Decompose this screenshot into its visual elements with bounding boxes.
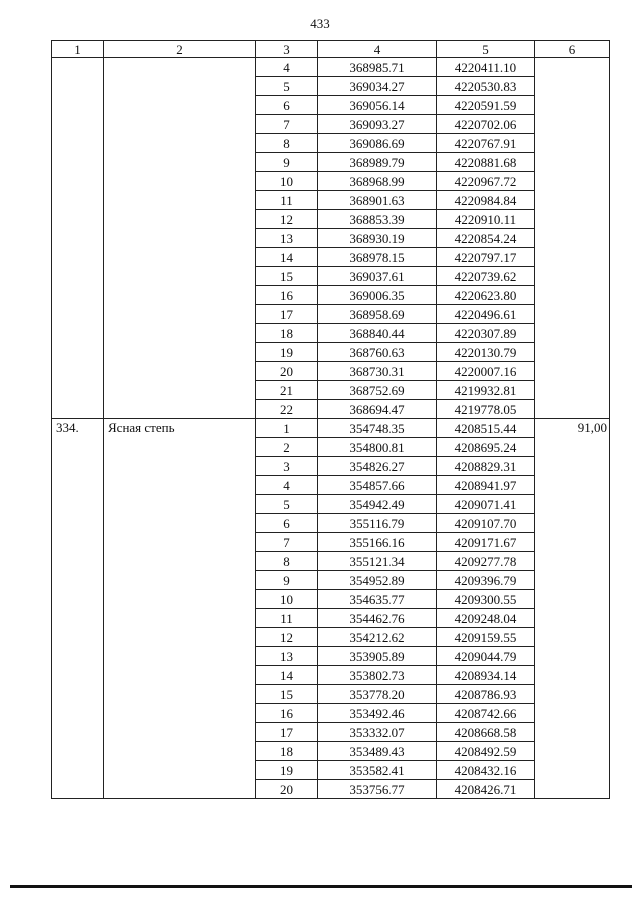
point-number-cell: 13 bbox=[256, 647, 318, 666]
point-number-cell: 17 bbox=[256, 305, 318, 324]
site-number-cell bbox=[52, 58, 104, 419]
table-row bbox=[52, 58, 610, 77]
x-coordinate-cell: 368730.31 bbox=[318, 362, 437, 381]
y-coordinate-cell: 4220967.72 bbox=[437, 172, 535, 191]
x-coordinate-cell: 354857.66 bbox=[318, 476, 437, 495]
header-col-1: 1 bbox=[52, 41, 104, 58]
bottom-rule bbox=[10, 885, 632, 888]
point-number-cell: 7 bbox=[256, 533, 318, 552]
y-coordinate-cell: 4208668.58 bbox=[437, 723, 535, 742]
y-coordinate-cell: 4220496.61 bbox=[437, 305, 535, 324]
y-coordinate-cell: 4208432.16 bbox=[437, 761, 535, 780]
x-coordinate-cell: 354212.62 bbox=[318, 628, 437, 647]
x-coordinate-cell: 353332.07 bbox=[318, 723, 437, 742]
point-number-cell: 14 bbox=[256, 666, 318, 685]
x-coordinate-cell: 368901.63 bbox=[318, 191, 437, 210]
point-number-cell: 16 bbox=[256, 704, 318, 723]
point-number-cell: 6 bbox=[256, 514, 318, 533]
point-number-cell: 8 bbox=[256, 134, 318, 153]
x-coordinate-cell: 369093.27 bbox=[318, 115, 437, 134]
y-coordinate-cell: 4209107.70 bbox=[437, 514, 535, 533]
x-coordinate-cell: 368968.99 bbox=[318, 172, 437, 191]
x-coordinate-cell: 353489.43 bbox=[318, 742, 437, 761]
y-coordinate-cell: 4220739.62 bbox=[437, 267, 535, 286]
x-coordinate-cell: 354462.76 bbox=[318, 609, 437, 628]
y-coordinate-cell: 4208786.93 bbox=[437, 685, 535, 704]
site-name-cell bbox=[104, 58, 256, 419]
y-coordinate-cell: 4220984.84 bbox=[437, 191, 535, 210]
point-number-cell: 18 bbox=[256, 324, 318, 343]
y-coordinate-cell: 4220530.83 bbox=[437, 77, 535, 96]
point-number-cell: 5 bbox=[256, 495, 318, 514]
y-coordinate-cell: 4220854.24 bbox=[437, 229, 535, 248]
point-number-cell: 8 bbox=[256, 552, 318, 571]
y-coordinate-cell: 4220881.68 bbox=[437, 153, 535, 172]
x-coordinate-cell: 353492.46 bbox=[318, 704, 437, 723]
header-col-4: 4 bbox=[318, 41, 437, 58]
point-number-cell: 17 bbox=[256, 723, 318, 742]
y-coordinate-cell: 4220702.06 bbox=[437, 115, 535, 134]
header-col-3: 3 bbox=[256, 41, 318, 58]
point-number-cell: 11 bbox=[256, 191, 318, 210]
y-coordinate-cell: 4220767.91 bbox=[437, 134, 535, 153]
y-coordinate-cell: 4220007.16 bbox=[437, 362, 535, 381]
point-number-cell: 22 bbox=[256, 400, 318, 419]
point-number-cell: 19 bbox=[256, 343, 318, 362]
point-number-cell: 7 bbox=[256, 115, 318, 134]
y-coordinate-cell: 4209071.41 bbox=[437, 495, 535, 514]
y-coordinate-cell: 4220307.89 bbox=[437, 324, 535, 343]
y-coordinate-cell: 4208515.44 bbox=[437, 419, 535, 438]
point-number-cell: 13 bbox=[256, 229, 318, 248]
x-coordinate-cell: 354952.89 bbox=[318, 571, 437, 590]
point-number-cell: 12 bbox=[256, 210, 318, 229]
x-coordinate-cell: 355121.34 bbox=[318, 552, 437, 571]
page-number: 433 bbox=[310, 16, 330, 31]
point-number-cell: 10 bbox=[256, 590, 318, 609]
x-coordinate-cell: 369037.61 bbox=[318, 267, 437, 286]
x-coordinate-cell: 368853.39 bbox=[318, 210, 437, 229]
point-number-cell: 4 bbox=[256, 58, 318, 77]
site-area-cell bbox=[535, 58, 610, 419]
header-col-5: 5 bbox=[437, 41, 535, 58]
table-body bbox=[52, 58, 610, 799]
point-number-cell: 9 bbox=[256, 571, 318, 590]
point-number-cell: 14 bbox=[256, 248, 318, 267]
x-coordinate-cell: 354635.77 bbox=[318, 590, 437, 609]
x-coordinate-cell: 353905.89 bbox=[318, 647, 437, 666]
y-coordinate-cell: 4208829.31 bbox=[437, 457, 535, 476]
point-number-cell: 6 bbox=[256, 96, 318, 115]
point-number-cell: 18 bbox=[256, 742, 318, 761]
y-coordinate-cell: 4208492.59 bbox=[437, 742, 535, 761]
y-coordinate-cell: 4219778.05 bbox=[437, 400, 535, 419]
x-coordinate-cell: 353756.77 bbox=[318, 780, 437, 799]
table-row bbox=[52, 419, 610, 438]
y-coordinate-cell: 4209044.79 bbox=[437, 647, 535, 666]
x-coordinate-cell: 368840.44 bbox=[318, 324, 437, 343]
x-coordinate-cell: 368985.71 bbox=[318, 58, 437, 77]
point-number-cell: 20 bbox=[256, 362, 318, 381]
y-coordinate-cell: 4208426.71 bbox=[437, 780, 535, 799]
point-number-cell: 10 bbox=[256, 172, 318, 191]
y-coordinate-cell: 4209248.04 bbox=[437, 609, 535, 628]
x-coordinate-cell: 369056.14 bbox=[318, 96, 437, 115]
x-coordinate-cell: 368978.15 bbox=[318, 248, 437, 267]
point-number-cell: 15 bbox=[256, 267, 318, 286]
x-coordinate-cell: 354748.35 bbox=[318, 419, 437, 438]
x-coordinate-cell: 368694.47 bbox=[318, 400, 437, 419]
point-number-cell: 19 bbox=[256, 761, 318, 780]
y-coordinate-cell: 4209171.67 bbox=[437, 533, 535, 552]
y-coordinate-cell: 4220591.59 bbox=[437, 96, 535, 115]
y-coordinate-cell: 4220797.17 bbox=[437, 248, 535, 267]
x-coordinate-cell: 369034.27 bbox=[318, 77, 437, 96]
y-coordinate-cell: 4208941.97 bbox=[437, 476, 535, 495]
y-coordinate-cell: 4220623.80 bbox=[437, 286, 535, 305]
x-coordinate-cell: 368760.63 bbox=[318, 343, 437, 362]
x-coordinate-cell: 353802.73 bbox=[318, 666, 437, 685]
point-number-cell: 2 bbox=[256, 438, 318, 457]
point-number-cell: 16 bbox=[256, 286, 318, 305]
site-area-cell: 91,00 bbox=[535, 419, 610, 799]
y-coordinate-cell: 4209277.78 bbox=[437, 552, 535, 571]
point-number-cell: 11 bbox=[256, 609, 318, 628]
point-number-cell: 9 bbox=[256, 153, 318, 172]
table-header-row bbox=[52, 41, 610, 58]
point-number-cell: 5 bbox=[256, 77, 318, 96]
x-coordinate-cell: 369006.35 bbox=[318, 286, 437, 305]
y-coordinate-cell: 4209396.79 bbox=[437, 571, 535, 590]
x-coordinate-cell: 355166.16 bbox=[318, 533, 437, 552]
x-coordinate-cell: 353778.20 bbox=[318, 685, 437, 704]
point-number-cell: 12 bbox=[256, 628, 318, 647]
y-coordinate-cell: 4209159.55 bbox=[437, 628, 535, 647]
y-coordinate-cell: 4208742.66 bbox=[437, 704, 535, 723]
y-coordinate-cell: 4208934.14 bbox=[437, 666, 535, 685]
point-number-cell: 4 bbox=[256, 476, 318, 495]
x-coordinate-cell: 353582.41 bbox=[318, 761, 437, 780]
y-coordinate-cell: 4209300.55 bbox=[437, 590, 535, 609]
y-coordinate-cell: 4220411.10 bbox=[437, 58, 535, 77]
x-coordinate-cell: 368958.69 bbox=[318, 305, 437, 324]
header-col-2: 2 bbox=[104, 41, 256, 58]
x-coordinate-cell: 354942.49 bbox=[318, 495, 437, 514]
y-coordinate-cell: 4220910.11 bbox=[437, 210, 535, 229]
header-col-6: 6 bbox=[535, 41, 610, 58]
x-coordinate-cell: 368989.79 bbox=[318, 153, 437, 172]
x-coordinate-cell: 368752.69 bbox=[318, 381, 437, 400]
site-name-cell: Ясная степь bbox=[104, 419, 256, 799]
point-number-cell: 1 bbox=[256, 419, 318, 438]
x-coordinate-cell: 354800.81 bbox=[318, 438, 437, 457]
site-number-cell: 334. bbox=[52, 419, 104, 799]
point-number-cell: 3 bbox=[256, 457, 318, 476]
y-coordinate-cell: 4219932.81 bbox=[437, 381, 535, 400]
x-coordinate-cell: 369086.69 bbox=[318, 134, 437, 153]
x-coordinate-cell: 354826.27 bbox=[318, 457, 437, 476]
y-coordinate-cell: 4220130.79 bbox=[437, 343, 535, 362]
point-number-cell: 20 bbox=[256, 780, 318, 799]
coordinates-table bbox=[51, 40, 610, 799]
x-coordinate-cell: 355116.79 bbox=[318, 514, 437, 533]
point-number-cell: 21 bbox=[256, 381, 318, 400]
point-number-cell: 15 bbox=[256, 685, 318, 704]
y-coordinate-cell: 4208695.24 bbox=[437, 438, 535, 457]
x-coordinate-cell: 368930.19 bbox=[318, 229, 437, 248]
